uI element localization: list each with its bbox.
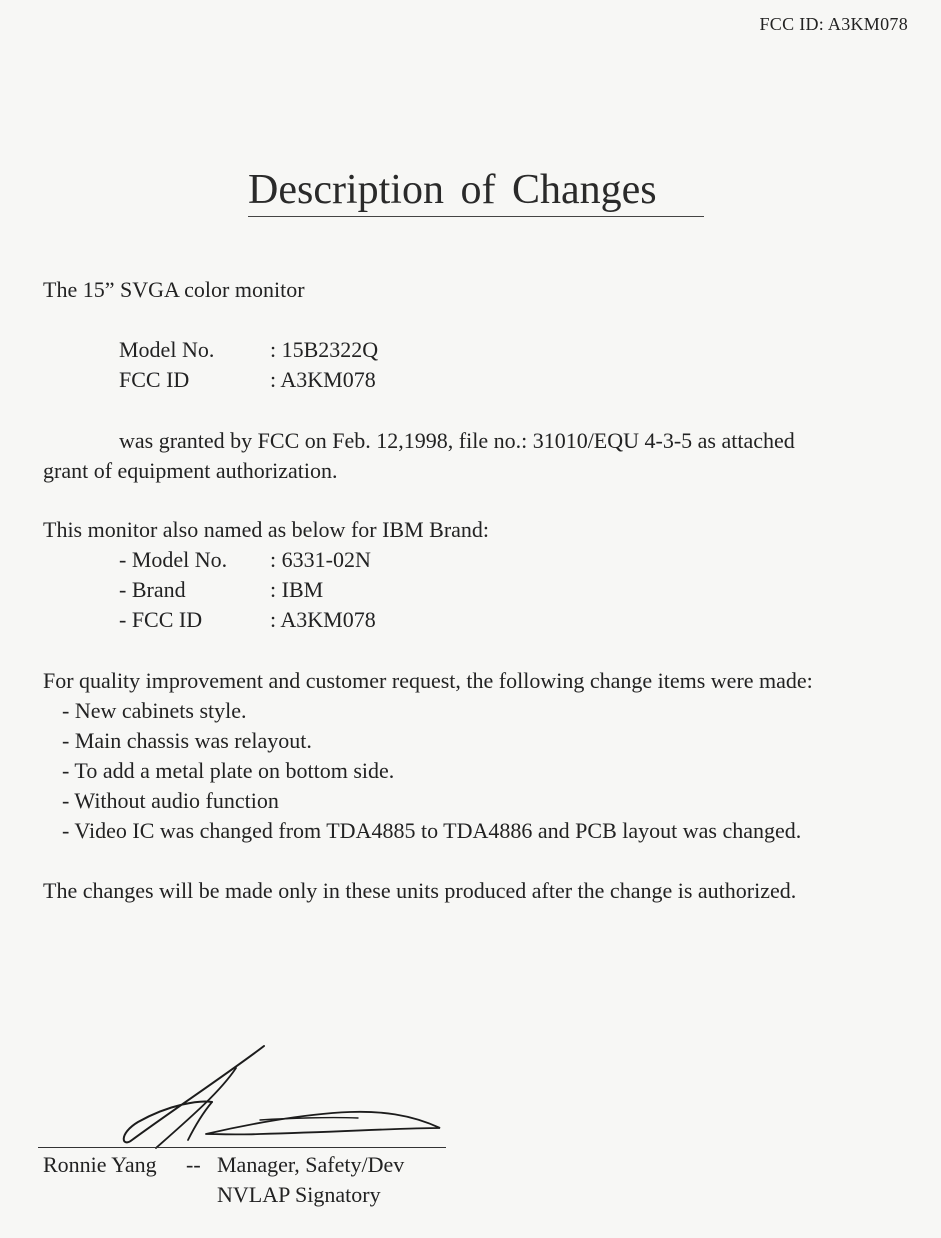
ibm-intro-text: This monitor also named as below for IBM Brand: xyxy=(43,517,490,542)
ibm-model-value: : 6331-02N xyxy=(270,547,371,572)
ibm-model-label: - Model No. xyxy=(119,547,228,572)
model-number-label: Model No. xyxy=(119,337,215,362)
ibm-brand-label: - Brand xyxy=(119,577,186,602)
signatory-name: Ronnie Yang xyxy=(43,1152,157,1177)
grant-text-line1: was granted by FCC on Feb. 12,1998, file no.: 31010/EQU 4-3-5 as attached xyxy=(119,428,795,453)
page-title: Description of Changes xyxy=(248,167,657,213)
fcc-id-label: FCC ID xyxy=(119,367,190,392)
signature-line xyxy=(38,1147,446,1148)
closing-statement: The changes will be made only in these units produced after the change is authorized. xyxy=(43,878,797,903)
change-item: - Main chassis was relayout. xyxy=(62,728,312,753)
change-item: - New cabinets style. xyxy=(62,698,247,723)
ibm-brand-value: : IBM xyxy=(270,577,324,602)
signatory-separator: -- xyxy=(186,1152,201,1177)
title-underline xyxy=(248,216,704,217)
change-item: - Without audio function xyxy=(62,788,279,813)
fcc-id-value: : A3KM078 xyxy=(270,367,376,392)
signatory-role: NVLAP Signatory xyxy=(217,1182,381,1207)
changes-intro-text: For quality improvement and customer request, the following change items were made: xyxy=(43,668,813,693)
ibm-fcc-id-value: : A3KM078 xyxy=(270,607,376,632)
model-number-value: : 15B2322Q xyxy=(270,337,379,362)
intro-text: The 15” SVGA color monitor xyxy=(43,277,305,302)
signatory-title: Manager, Safety/Dev xyxy=(217,1152,405,1177)
change-item: - Video IC was changed from TDA4885 to TDA4886 and PCB layout was changed. xyxy=(62,818,802,843)
grant-text-line2: grant of equipment authorization. xyxy=(43,458,338,483)
ibm-fcc-id-label: - FCC ID xyxy=(119,607,203,632)
change-item: - To add a metal plate on bottom side. xyxy=(62,758,395,783)
header-fcc-id: FCC ID: A3KM078 xyxy=(759,14,908,34)
handwritten-signature xyxy=(110,1042,450,1152)
